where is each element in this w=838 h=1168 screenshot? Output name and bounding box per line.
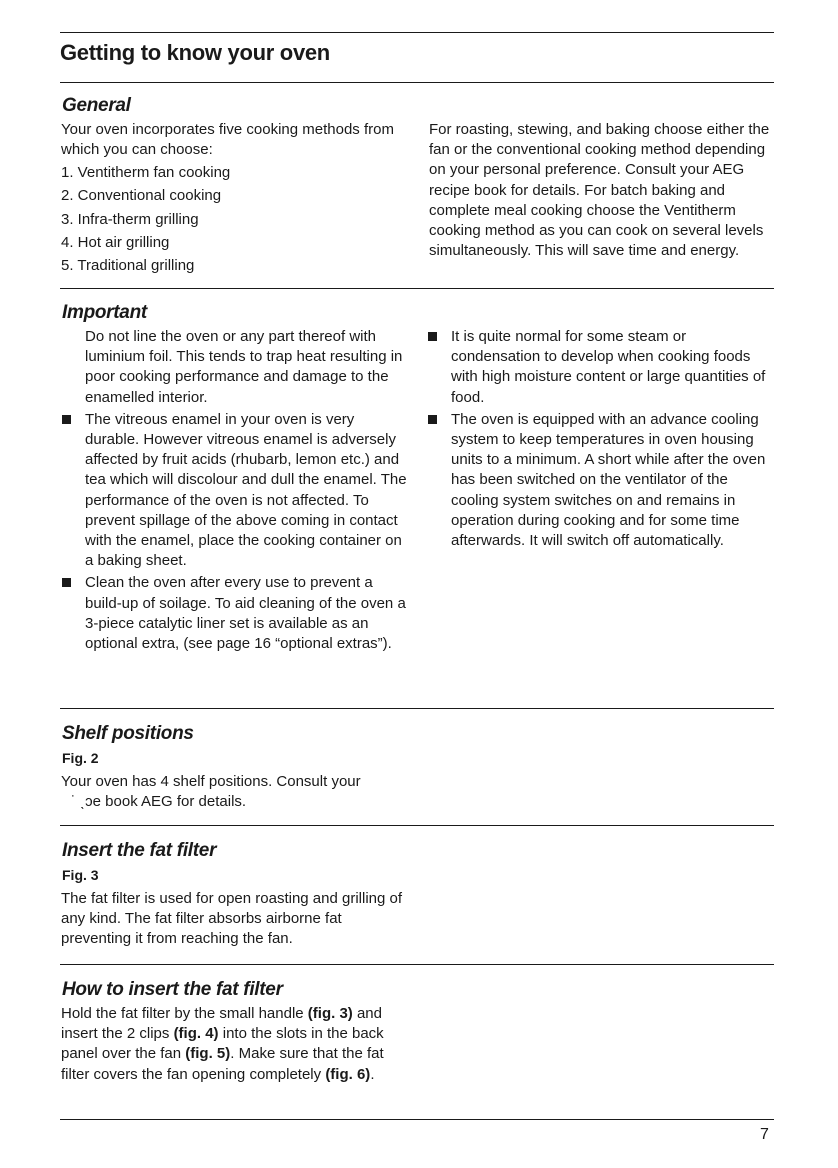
fat-filter-heading: Insert the fat filter bbox=[62, 840, 217, 861]
text-run: Hold the fat filter by the small handle bbox=[61, 1005, 308, 1022]
section-rule bbox=[60, 964, 774, 965]
list-item bbox=[427, 327, 777, 408]
fig-reference: (fig. 3) bbox=[307, 1005, 353, 1022]
fig-reference: (fig. 5) bbox=[185, 1045, 231, 1063]
list-item-text: Do not line the oven or any part thereof with luminium foil. This tends to trap heat resulting in poor cooking performance and damage to the enamelled interior. bbox=[85, 328, 403, 406]
list-item bbox=[427, 410, 777, 551]
fat-filter-text: The fat filter is used for open roasting and grilling of any kind. The fat filter absorbs airborne fat preventing it from reaching the fan. bbox=[61, 890, 403, 948]
shelf-text-line-2: ˙ ˎɔe book AEG for details. bbox=[71, 793, 247, 811]
shelf-positions-heading: Shelf positions bbox=[62, 723, 194, 744]
list-item: 4. Hot air grilling bbox=[61, 233, 170, 251]
bullet-icon bbox=[62, 332, 71, 341]
bullet-icon bbox=[62, 578, 71, 587]
fig-label: Fig. 3 bbox=[62, 867, 99, 883]
general-heading: General bbox=[62, 95, 131, 116]
list-item: 1. Ventitherm fan cooking bbox=[61, 164, 231, 181]
shelf-positions-text bbox=[61, 772, 406, 812]
important-left-list bbox=[61, 327, 411, 656]
page-title: Getting to know your oven bbox=[60, 40, 330, 65]
list-item-text: The vitreous enamel in your oven is very durable. However vitreous enamel is adversely affected by fruit acids (rhubarb, lemon etc.) and tea which will discolour and dull the enamel. The performance of the oven is not affected. To prevent spillage of the above coming in contact with the enamel, place the cooking container on a baking sheet. bbox=[85, 410, 407, 570]
list-item-text: Clean the oven after every use to prevent a build-up of soilage. To aid cleaning of the oven a 3-piece catalytic liner set is available as an optional extra, (see page 16 “optional extras”). bbox=[85, 574, 406, 653]
title-rule bbox=[60, 82, 774, 83]
bottom-rule bbox=[60, 1119, 774, 1120]
top-rule bbox=[60, 32, 774, 33]
list-item bbox=[61, 327, 411, 408]
general-intro: Your oven incorporates five cooking methods from which you can choose: bbox=[61, 121, 394, 159]
text-run: into the slots in the back panel over the fan bbox=[61, 1025, 384, 1063]
section-rule bbox=[60, 825, 774, 826]
list-item bbox=[61, 573, 411, 654]
bullet-icon bbox=[62, 415, 71, 424]
fig-label: Fig. 2 bbox=[62, 750, 99, 766]
text-run: and insert the 2 clips bbox=[61, 1005, 382, 1043]
cooking-methods-list bbox=[61, 161, 406, 277]
general-right-text: For roasting, stewing, and baking choose either the fan or the conventional cooking method depending on your personal preference. Consult your AEG recipe book for details. For batch baking and complete meal cooking choose the Ventitherm cooking method as you can cook on several levels simultaneously. This will save time and energy. bbox=[429, 121, 770, 260]
text-run: . Make sure that the fat filter covers the fan opening completely bbox=[61, 1045, 384, 1083]
bullet-icon bbox=[428, 332, 437, 341]
how-to-insert-heading: How to insert the fat filter bbox=[62, 979, 283, 1000]
list-item: 2. Conventional cooking bbox=[61, 187, 222, 205]
list-item-text: It is quite normal for some steam or condensation to develop when cooking foods with high moisture content or large quantities of food. bbox=[451, 328, 766, 406]
section-rule bbox=[60, 708, 774, 709]
important-right-list bbox=[427, 327, 777, 553]
page-number: 7 bbox=[760, 1126, 769, 1143]
bullet-icon bbox=[428, 415, 437, 424]
section-rule bbox=[60, 288, 774, 289]
how-to-insert-text bbox=[61, 1004, 411, 1085]
list-item-text: The oven is equipped with an advance cooling system to keep temperatures in oven housing units to a minimum. A short while after the oven has been switched on the ventilator of the cooling system switches on and remains in operation during cooking and for some time afterwards. It will switch off automatically. bbox=[451, 410, 766, 550]
list-item bbox=[61, 410, 411, 572]
shelf-text-line-1: Your oven has 4 shelf positions. Consult your bbox=[61, 773, 361, 790]
fig-reference: (fig. 6) bbox=[325, 1065, 371, 1083]
list-item: 5. Traditional grilling bbox=[61, 257, 195, 275]
list-item: 3. Infra-therm grilling bbox=[61, 210, 199, 228]
text-run: . bbox=[370, 1065, 375, 1083]
important-heading: Important bbox=[62, 302, 147, 323]
fig-reference: (fig. 4) bbox=[173, 1025, 219, 1043]
